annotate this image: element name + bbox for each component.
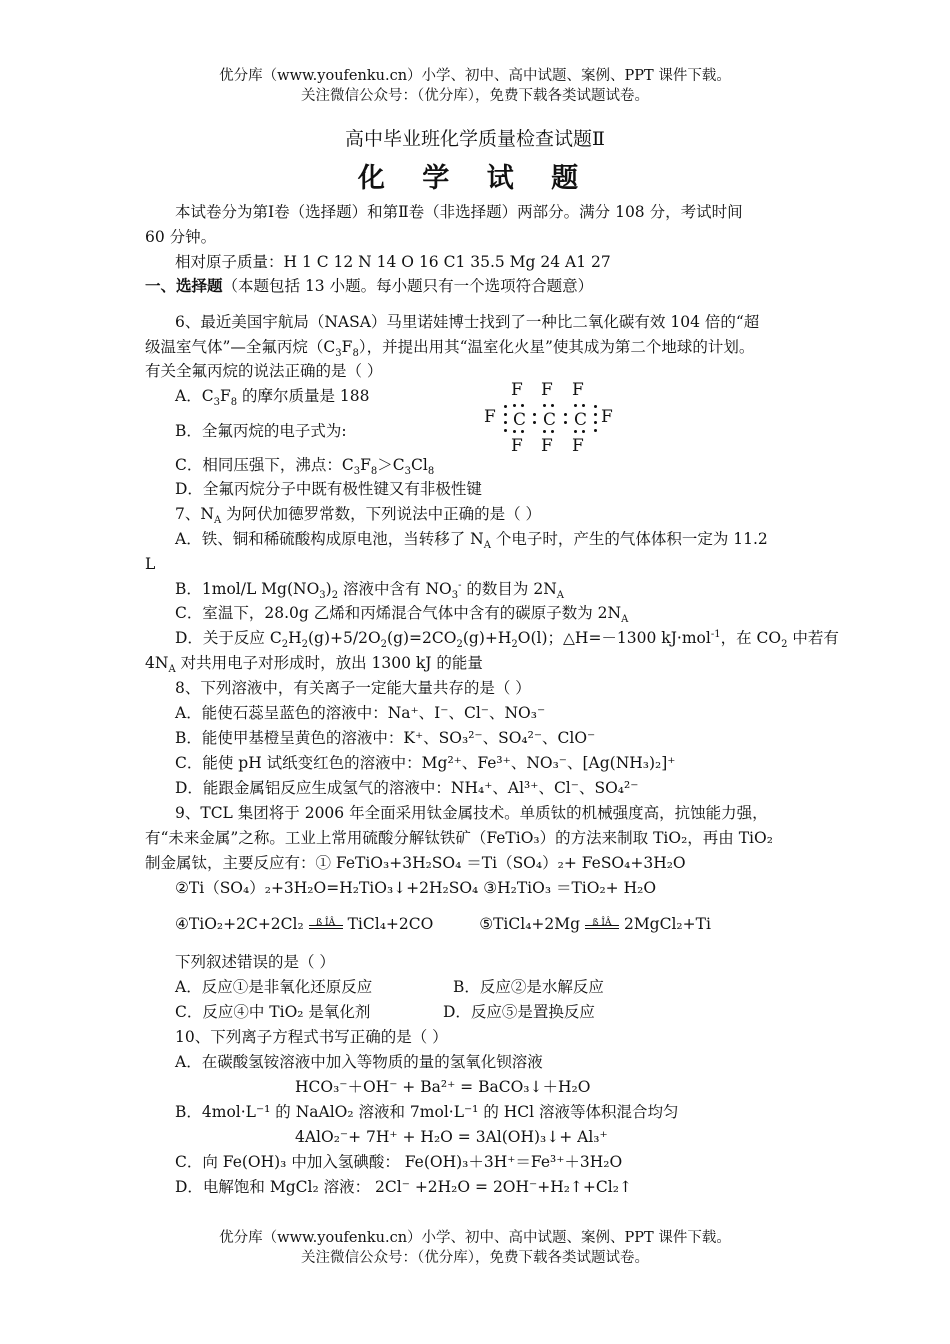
q6-option-d: D．全氟丙烷分子中既有极性键又有非极性键 bbox=[175, 480, 482, 498]
q9-option-d: D．反应⑤是置换反应 bbox=[443, 1003, 595, 1021]
q7-option-d: D．关于反应 $C_2H_2(g)+5/2O_2(g)=2CO_2(g)+H_2O(l)$；△H=－1300 kJ·mol$^{-1}$，在 $CO_2$ 中若有 bbox=[175, 628, 839, 651]
atom-f: F bbox=[484, 407, 496, 427]
q7-option-b: B．1mol/L $Mg(NO_3)_2$ 溶液中含有 $NO_3^-$ 的数目为 $2N_A$ bbox=[175, 579, 565, 602]
atom-c: C bbox=[543, 410, 557, 430]
q10-option-b: B．4mol·L⁻¹ 的 NaAlO₂ 溶液和 7mol·L⁻¹ 的 HCl 溶液等体积混合均匀 bbox=[175, 1103, 679, 1121]
heat-arrow: ß ÎÂ bbox=[309, 922, 343, 929]
q10-option-c: C．向 Fe(OH)₃ 中加入氢碘酸： Fe(OH)₃＋3H⁺＝Fe³⁺＋3H₂O bbox=[175, 1153, 623, 1171]
header-line-1: 优分库（www.youfenku.cn）小学、初中、高中试题、案例、PPT 课件下载。 bbox=[219, 68, 731, 84]
q6-option-c: C．相同压强下，沸点：$C_3F_8>C_3Cl_8$ bbox=[175, 456, 435, 478]
atom-c: C bbox=[513, 410, 527, 430]
intro-line-2: 60 分钟。 bbox=[145, 228, 217, 246]
q6-line-3: 有关全氟丙烷的说法正确的是（ ） bbox=[145, 362, 383, 380]
q9-option-a: A．反应①是非氧化还原反应 bbox=[175, 978, 373, 996]
q7-option-d-cont: $4N_A$ 对共用电子对形成时，放出 1300 kJ 的能量 bbox=[145, 654, 483, 676]
atom-f: F bbox=[601, 407, 613, 427]
atom-f: F bbox=[572, 380, 584, 400]
q9-line-1: 9、TCL 集团将于 2006 年全面采用钛金属技术。单质钛的机械强度高，抗蚀能力强， bbox=[175, 804, 768, 822]
intro-line-1: 本试卷分为第Ⅰ卷（选择题）和第Ⅱ卷（非选择题）两部分。满分 108 分，考试时间 bbox=[175, 203, 743, 221]
q8-option-b: B．能使甲基橙呈黄色的溶液中：K⁺、SO₃²⁻、SO₄²⁻、ClO⁻ bbox=[175, 729, 596, 747]
q10-option-d: D．电解饱和 MgCl₂ 溶液： 2Cl⁻ +2H₂O = 2OH⁻+H₂↑+Cl₂↑ bbox=[175, 1178, 632, 1196]
reaction-5-left: ⑤TiCl₄+2Mg bbox=[479, 915, 581, 933]
q10-line-1: 10、下列离子方程式书写正确的是（ ） bbox=[175, 1028, 448, 1046]
q9-option-b: B．反应②是水解反应 bbox=[453, 978, 604, 996]
atom-f: F bbox=[511, 380, 523, 400]
q8-option-c: C．能使 pH 试纸变红色的溶液中：Mg²⁺、Fe³⁺、NO₃⁻、[Ag(NH₃)₂]⁺ bbox=[175, 754, 676, 772]
q6-option-b: B．全氟丙烷的电子式为: bbox=[175, 422, 347, 440]
reaction-4-left: ④TiO₂+2C+2Cl₂ bbox=[175, 915, 304, 933]
atom-f: F bbox=[511, 436, 523, 456]
section-note: （本题包括 13 小题。每小题只有一个选项符合题意） bbox=[222, 277, 594, 295]
reaction-5-right: 2MgCl₂+Ti bbox=[623, 915, 711, 933]
atom-f: F bbox=[572, 436, 584, 456]
q8-option-d: D．能跟金属铝反应生成氢气的溶液中：NH₄⁺、Al³⁺、Cl⁻、SO₄²⁻ bbox=[175, 779, 639, 797]
atom-f: F bbox=[541, 380, 553, 400]
q9-option-c: C．反应④中 TiO₂ 是氧化剂 bbox=[175, 1003, 371, 1021]
q9-line-2: 有“未来金属”之称。工业上常用硫酸分解钛铁矿（FeTiO₃）的方法来制取 TiO₂，再由 TiO₂ bbox=[145, 829, 773, 847]
exam-subtitle: 高中毕业班化学质量检查试题Ⅱ bbox=[345, 128, 605, 150]
header-line-2: 关注微信公众号：（优分库），免费下载各类试题试卷。 bbox=[301, 88, 649, 104]
reaction-4-right: TiCl₄+2CO bbox=[347, 915, 434, 933]
section-label: 一、选择题 bbox=[145, 276, 223, 295]
atom-f: F bbox=[541, 436, 553, 456]
q8-option-a: A．能使石蕊呈蓝色的溶液中：Na⁺、I⁻、Cl⁻、NO₃⁻ bbox=[175, 704, 546, 722]
q6-option-a: A．$C_3F_8$ 的摩尔质量是 188 bbox=[175, 387, 370, 409]
exam-title: 化 学 试 题 bbox=[357, 163, 593, 194]
q9-line-4: ②Ti（SO₄）₂+3H₂O=H₂TiO₃↓+2H₂SO₄ ③H₂TiO₃ ＝TiO₂+ H₂O bbox=[175, 879, 657, 897]
q10-option-a-equation: HCO₃⁻＋OH⁻ + Ba²⁺ = BaCO₃↓＋H₂O bbox=[295, 1078, 591, 1096]
q7-line-1: 7、$N_A$ 为阿伏加德罗常数，下列说法中正确的是（ ） bbox=[175, 505, 542, 527]
q7-option-c: C．室温下，28.0g 乙烯和丙烯混合气体中含有的碳原子数为 $2N_A$ bbox=[175, 604, 629, 626]
electron-dot-structure bbox=[484, 380, 624, 456]
q8-line-1: 8、下列溶液中，有关离子一定能大量共存的是（ ） bbox=[175, 679, 531, 697]
atom-c: C bbox=[574, 410, 588, 430]
page-header bbox=[0, 66, 950, 106]
q10-option-b-equation: 4AlO₂⁻+ 7H⁺ + H₂O = 3Al(OH)₃↓+ Al₃⁺ bbox=[295, 1128, 608, 1146]
q9-reactions-4-5 bbox=[175, 912, 840, 936]
q9-ask: 下列叙述错误的是（ ） bbox=[175, 953, 335, 971]
q6-line-2: 级温室气体”—全氟丙烷$(C_3F_8)$，并提出用其“温室化火星”使其成为第二个地球的计划。 bbox=[145, 338, 755, 360]
atomic-masses: 相对原子质量：H 1 C 12 N 14 O 16 C1 35.5 Mg 24 A1 27 bbox=[175, 253, 611, 271]
q7-option-a-cont: L bbox=[145, 555, 156, 573]
footer-line-2: 关注微信公众号：（优分库），免费下载各类试题试卷。 bbox=[301, 1250, 649, 1266]
q7-option-a: A．铁、铜和稀硫酸构成原电池，当转移了 $N_A$ 个电子时，产生的气体体积一定为 11.2 bbox=[175, 530, 768, 552]
q10-option-a: A．在碳酸氢铵溶液中加入等物质的量的氢氧化钡溶液 bbox=[175, 1053, 543, 1071]
page-footer bbox=[0, 1228, 950, 1268]
section-heading bbox=[145, 274, 810, 298]
q6-line-1: 6、最近美国宇航局（NASA）马里诺娃博士找到了一种比二氧化碳有效 104 倍的“超 bbox=[175, 313, 760, 331]
q9-line-3: 制金属钛，主要反应有：① FeTiO₃+3H₂SO₄ ＝Ti（SO₄）₂+ FeSO₄+3H₂O bbox=[145, 854, 686, 872]
heat-arrow: ß ÎÂ bbox=[585, 922, 619, 929]
footer-line-1: 优分库（www.youfenku.cn）小学、初中、高中试题、案例、PPT 课件下载。 bbox=[219, 1230, 731, 1246]
